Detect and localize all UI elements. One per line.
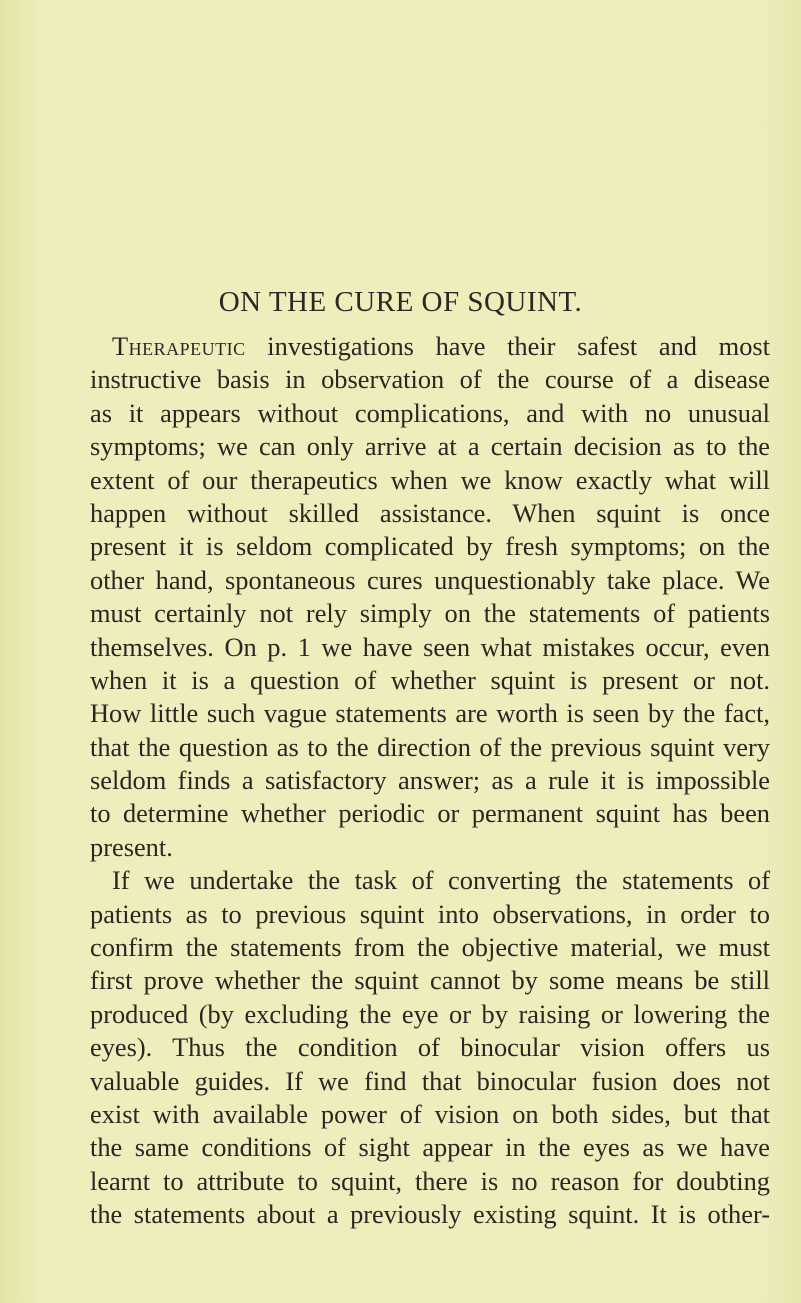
text-line: present. [90,831,173,862]
text-line: How little such vague statements are worth is seen by the fact, [90,698,770,729]
text-line: symptoms; we can only arrive at a certain decision as to the [90,431,770,462]
text-line: confirm the statements from the objective material, we must [90,932,770,963]
text-line: to determine whether periodic or permanent squint has been [90,798,770,829]
chapter-heading: ON THE CURE OF SQUINT. [218,286,583,318]
text-line: happen without skilled assistance. When squint is once [90,497,770,528]
text-line: seldom finds a satisfactory answer; as a rule it is impossible [90,765,770,796]
text-line: valuable guides. If we find that binocular fusion does not [90,1065,770,1096]
text-line: exist with available power of vision on both sides, but that [90,1098,770,1129]
text-line: that the question as to the direction of the previous squint very [90,731,770,762]
text-line: other hand, spontaneous cures unquestionably take place. We [90,564,770,595]
text-line: present it is seldom complicated by fresh symptoms; on the [90,531,770,562]
text-line: as it appears without complications, and with no unusual [90,397,770,428]
text-line: the same conditions of sight appear in the eyes as we have [90,1132,770,1163]
text-line: If we undertake the task of converting the statements of [112,865,770,896]
text-line: first prove whether the squint cannot by some means be still [90,965,770,996]
text-line: eyes). Thus the condition of binocular vision offers us [90,1032,770,1063]
text-line: produced (by excluding the eye or by raising or lowering the [90,998,770,1029]
text-line: themselves. On p. 1 we have seen what mistakes occur, even [90,631,770,662]
text-line: instructive basis in observation of the course of a disease [90,364,770,395]
text-line: extent of our therapeutics when we know exactly what will [90,464,770,495]
body-text [90,330,770,1232]
text-line: must certainly not rely simply on the statements of patients [90,598,770,629]
text-line: Therapeutic investigations have their safest and most [112,331,770,361]
lead-word: Therapeutic [112,331,246,361]
text-line: learnt to attribute to squint, there is no reason for doubting [90,1165,770,1196]
text-line: patients as to previous squint into observations, in order to [90,898,770,929]
text-line: when it is a question of whether squint is present or not. [90,664,770,695]
text-line: the statements about a previously existing squint. It is other- [90,1199,770,1230]
